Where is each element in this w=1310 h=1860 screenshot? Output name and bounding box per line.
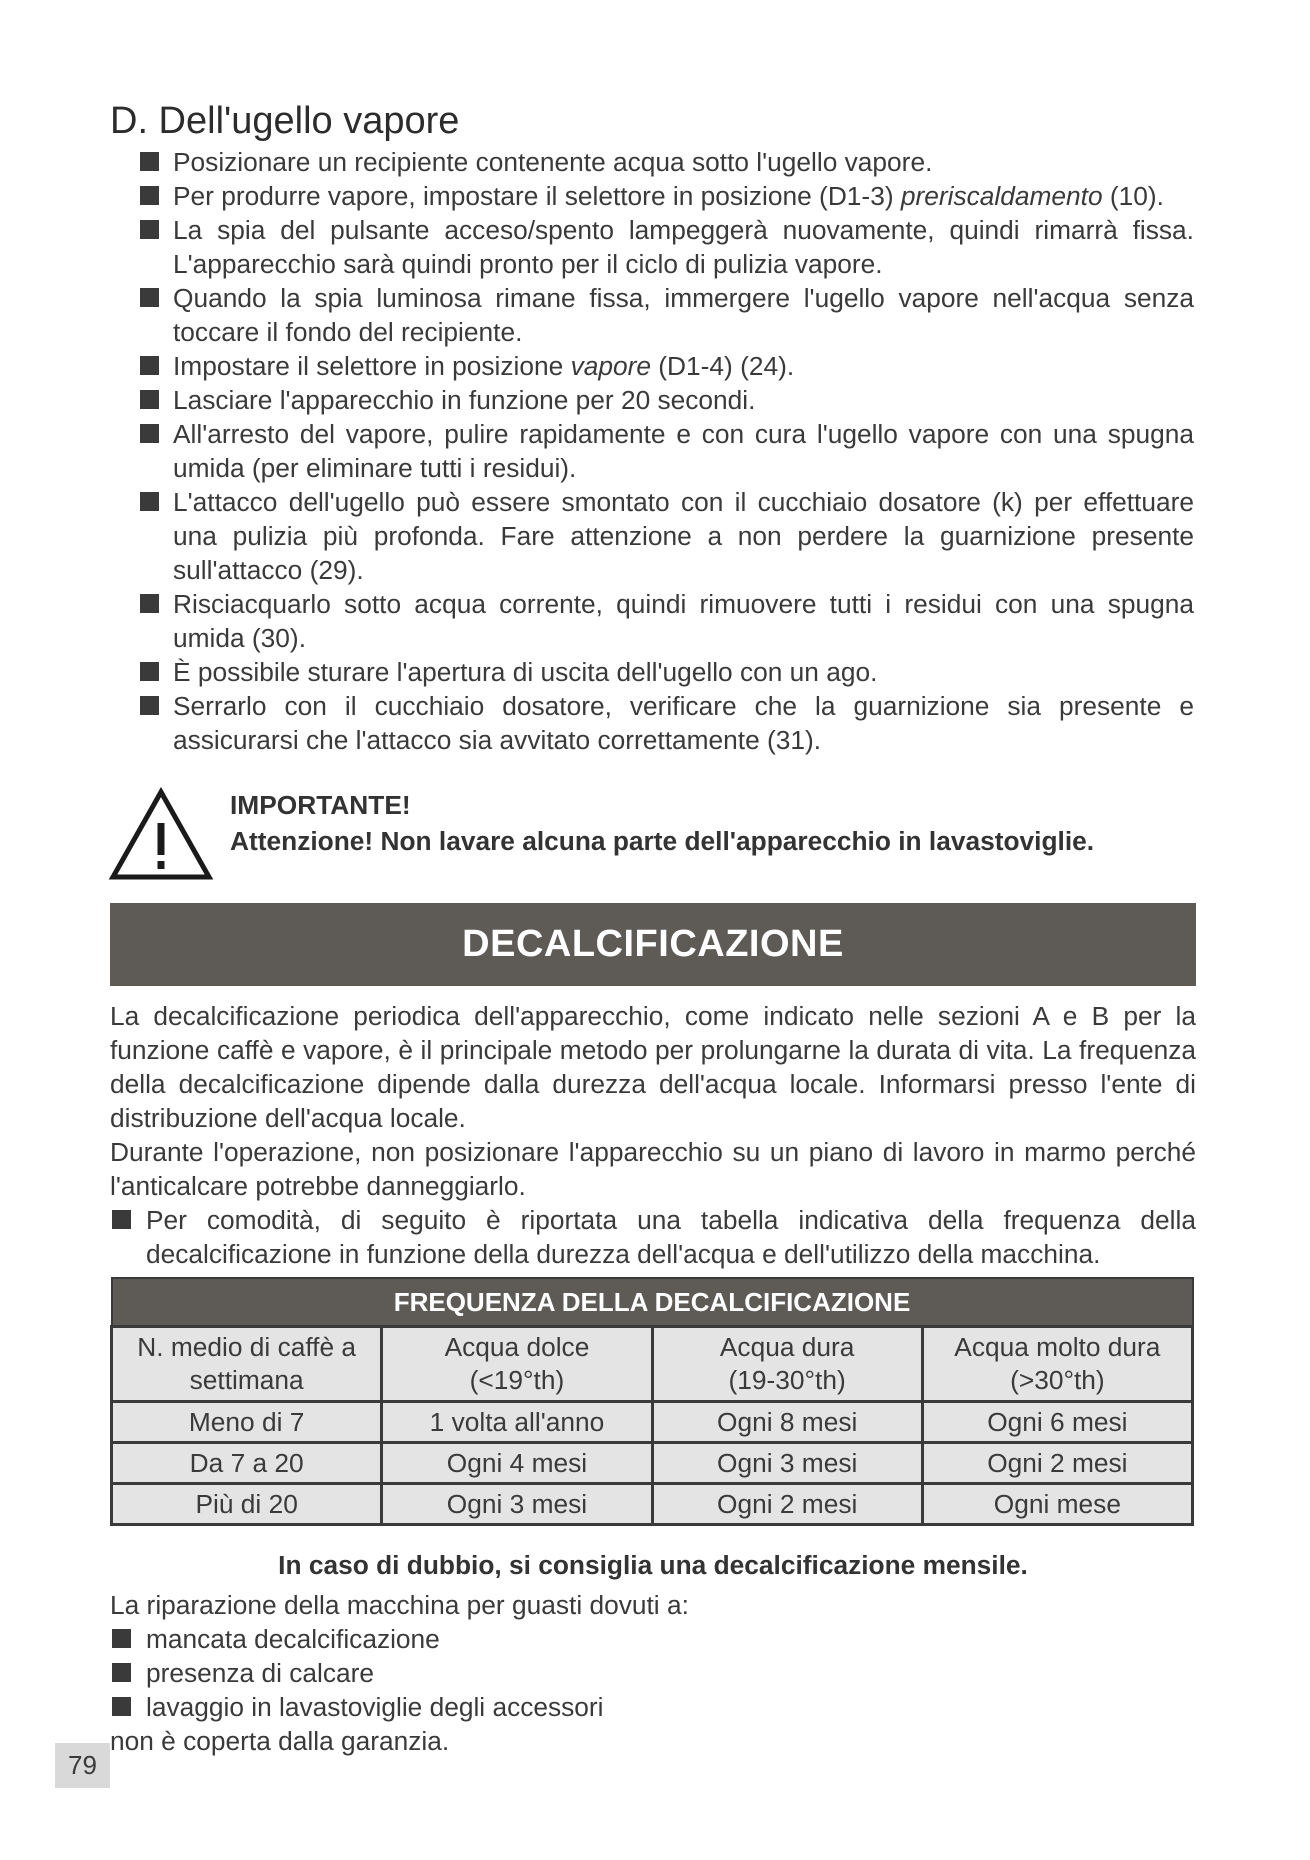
square-bullet-icon [140,696,159,715]
list-item [140,655,1194,689]
list-item [140,417,1194,485]
table-title: FREQUENZA DELLA DECALCIFICAZIONE [112,1278,1193,1327]
column-header: Acqua dura (19-30°th) [652,1327,922,1402]
page-number: 79 [55,1743,110,1788]
table-row [112,1484,1193,1525]
table-cell: Ogni 8 mesi [652,1402,922,1443]
square-bullet-icon [140,288,159,307]
table-cell: Più di 20 [112,1484,382,1525]
table-cell: Ogni 3 mesi [382,1484,652,1525]
list-item-text: (D1-4) (24). [650,351,795,381]
column-header: Acqua dolce (<19°th) [382,1327,652,1402]
square-bullet-icon [140,424,159,443]
list-item [140,213,1194,281]
table-cell: Ogni 3 mesi [652,1443,922,1484]
list-item [140,145,1194,179]
list-item-text: Per comodità, di seguito è riportata una tabella indicativa della frequenza della decalcificazione in funzione della durezza dell'acqua e dell'utilizzo della macchina. [146,1205,1196,1269]
list-item [140,281,1194,349]
table-cell: Ogni mese [922,1484,1192,1525]
list-item [140,179,1194,213]
list-item-emphasis: vapore [570,351,651,381]
list-item [112,1690,912,1724]
list-item-text: presenza di calcare [146,1658,375,1688]
list-item [112,1622,912,1656]
square-bullet-icon [140,152,159,171]
table-cell: Ogni 4 mesi [382,1443,652,1484]
table-cell: Ogni 6 mesi [922,1402,1192,1443]
square-bullet-icon [140,390,159,409]
square-bullet-icon [140,186,159,205]
table-cell: 1 volta all'anno [382,1402,652,1443]
warning-triangle-icon [108,787,214,883]
warranty-intro: La riparazione della macchina per guasti dovuti a: [110,1590,689,1620]
table-row [112,1402,1193,1443]
advice-note: In caso di dubbio, si consiglia una decalcificazione mensile. [278,1550,1028,1580]
list-item-text: È possibile sturare l'apertura di uscita dell'ugello con un ago. [173,657,878,687]
column-header: Acqua molto dura (>30°th) [922,1327,1192,1402]
warranty-outro: non è coperta dalla garanzia. [110,1726,450,1756]
list-item-text: All'arresto del vapore, pulire rapidamente e con cura l'ugello vapore con una spugna umida (per eliminare tutti i residui). [173,419,1194,483]
section-title: D. Dell'ugello vapore [110,100,460,142]
section-banner: DECALCIFICAZIONE [110,903,1196,986]
square-bullet-icon [112,1697,131,1716]
square-bullet-icon [140,356,159,375]
column-header: N. medio di caffè a settimana [112,1327,382,1402]
list-item [140,349,1194,383]
list-item [140,383,1194,417]
list-item-text: Lasciare l'apparecchio in funzione per 20 secondi. [173,385,756,415]
list-item-text: Posizionare un recipiente contenente acqua sotto l'ugello vapore. [173,147,933,177]
list-item-text: Quando la spia luminosa rimane fissa, immergere l'ugello vapore nell'acqua senza toccare il fondo del recipiente. [173,283,1194,347]
square-bullet-icon [112,1210,131,1229]
warning-text: Attenzione! Non lavare alcuna parte dell'apparecchio in lavastoviglie. [230,826,1095,856]
list-item-text: lavaggio in lavastoviglie degli accessori [146,1692,604,1722]
list-item-text: La spia del pulsante acceso/spento lampeggerà nuovamente, quindi rimarrà fissa. L'apparecchio sarà quindi pronto per il ciclo di pulizia vapore. [173,215,1194,279]
list-item-text: (10). [1102,181,1164,211]
table-cell: Meno di 7 [112,1402,382,1443]
table-row [112,1443,1193,1484]
list-item [140,689,1194,757]
steam-nozzle-steps [140,145,1194,757]
table-cell: Ogni 2 mesi [922,1443,1192,1484]
descaling-frequency-table [110,1277,1194,1526]
table-cell: Ogni 2 mesi [652,1484,922,1525]
list-item-text: Impostare il selettore in posizione [173,351,571,381]
table-cell: Da 7 a 20 [112,1443,382,1484]
list-item [140,485,1194,587]
list-item [112,1203,1196,1271]
list-item-text: Per produrre vapore, impostare il selettore in posizione (D1-3) [173,181,901,211]
marble-warning-paragraph: Durante l'operazione, non posizionare l'apparecchio su un piano di lavoro in marmo perché l'anticalcare potrebbe danneggiarlo. [110,1137,1196,1201]
warranty-exclusions-list [112,1622,912,1724]
square-bullet-icon [140,492,159,511]
list-item-text: mancata decalcificazione [146,1624,440,1654]
list-item [112,1656,912,1690]
list-item-text: Serrarlo con il cucchiaio dosatore, verificare che la guarnizione sia presente e assicurarsi che l'attacco sia avvitato correttamente (31). [173,691,1194,755]
list-item-emphasis: preriscaldamento [900,181,1103,211]
list-item [140,587,1194,655]
square-bullet-icon [112,1629,131,1648]
table-intro-list [112,1203,1196,1271]
warning-heading: IMPORTANTE! [230,790,411,820]
square-bullet-icon [140,220,159,239]
square-bullet-icon [140,662,159,681]
table-header-row [112,1327,1193,1402]
warning-notice [230,787,1094,859]
square-bullet-icon [140,594,159,613]
intro-paragraph: La decalcificazione periodica dell'apparecchio, come indicato nelle sezioni A e B per la funzione caffè e vapore, è il principale metodo per prolungarne la durata di vita. La frequenza della decalcificazione dipende dalla durezza dell'acqua locale. Informarsi presso l'ente di distribuzione dell'acqua locale. [110,1001,1196,1133]
square-bullet-icon [112,1663,131,1682]
list-item-text: L'attacco dell'ugello può essere smontato con il cucchiaio dosatore (k) per effettuare una pulizia più profonda. Fare attenzione a non perdere la guarnizione presente sull'attacco (29). [173,487,1194,585]
list-item-text: Risciacquarlo sotto acqua corrente, quindi rimuovere tutti i residui con una spugna umida (30). [173,589,1194,653]
